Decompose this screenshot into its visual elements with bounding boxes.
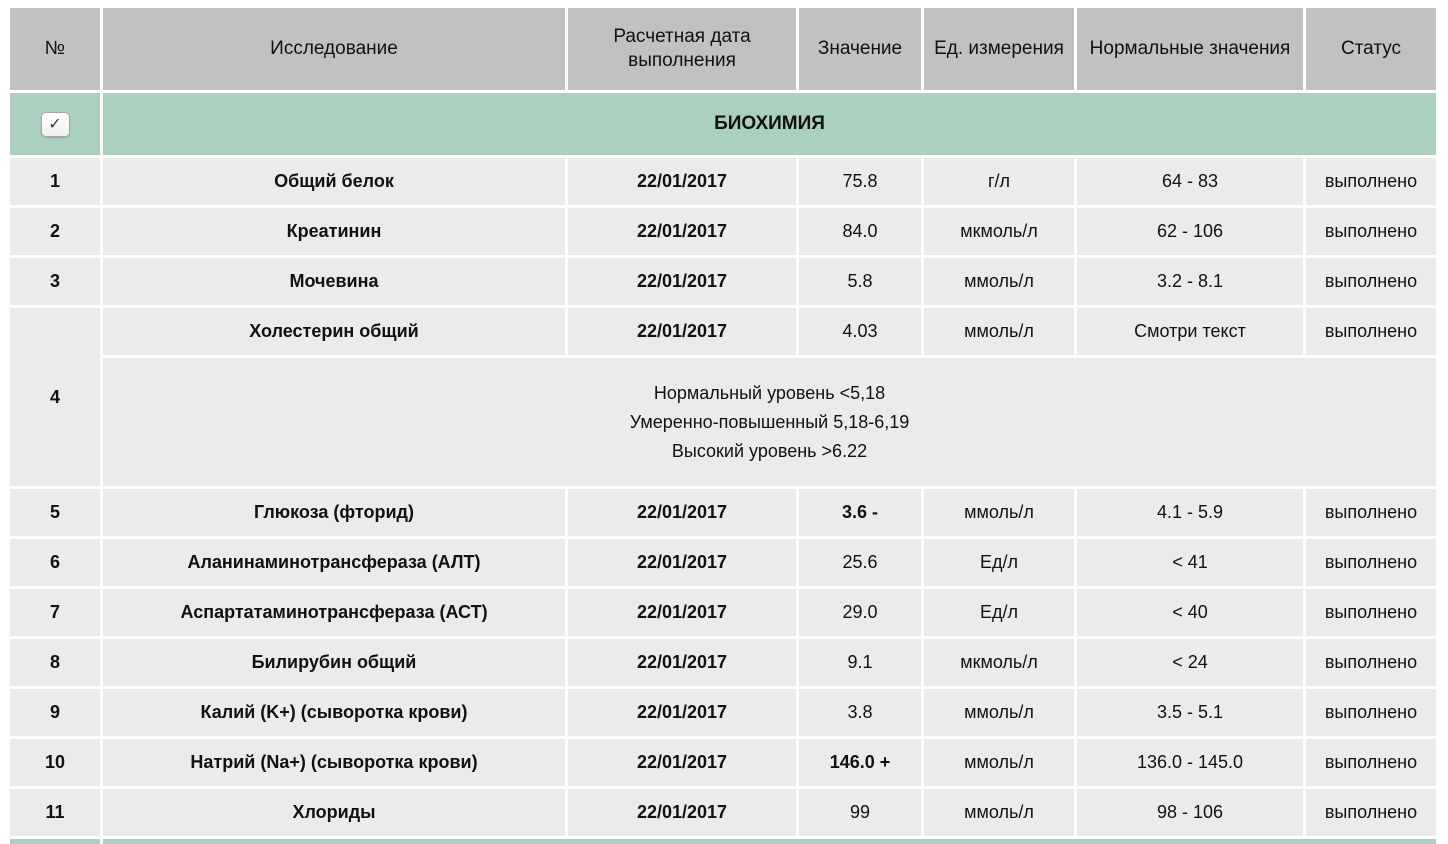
test-value: 4.03: [799, 308, 921, 355]
row-num: 3: [10, 258, 100, 305]
test-date: 22/01/2017: [568, 689, 796, 736]
row-num: 10: [10, 739, 100, 786]
header-test: Исследование: [103, 8, 565, 90]
note-line: Умеренно-повышенный 5,18-6,19: [629, 411, 910, 432]
checkmark-icon: ✓: [48, 116, 62, 133]
test-date: 22/01/2017: [568, 739, 796, 786]
table-row-notes: [10, 358, 1436, 486]
status-badge: выполнено: [1306, 539, 1436, 586]
header-status: Статус: [1306, 8, 1436, 90]
test-value: 84.0: [799, 208, 921, 255]
table-row: [10, 158, 1436, 205]
status-badge: выполнено: [1306, 589, 1436, 636]
row-num: 6: [10, 539, 100, 586]
test-date: 22/01/2017: [568, 539, 796, 586]
test-unit: ммоль/л: [924, 689, 1074, 736]
table-row: [10, 208, 1436, 255]
row-num: 5: [10, 489, 100, 536]
test-name: Хлориды: [103, 789, 565, 836]
header-row: [10, 8, 1436, 90]
row-num: 7: [10, 589, 100, 636]
test-unit: ммоль/л: [924, 489, 1074, 536]
test-normal: 4.1 - 5.9: [1077, 489, 1303, 536]
test-value: 3.8: [799, 689, 921, 736]
header-unit: Ед. измерения: [924, 8, 1074, 90]
table-row: [10, 489, 1436, 536]
table-row: [10, 639, 1436, 686]
test-unit: Ед/л: [924, 539, 1074, 586]
test-normal: 3.2 - 8.1: [1077, 258, 1303, 305]
test-normal: Смотри текст: [1077, 308, 1303, 355]
status-badge: выполнено: [1306, 158, 1436, 205]
test-normal: 98 - 106: [1077, 789, 1303, 836]
test-value: 99: [799, 789, 921, 836]
status-badge: выполнено: [1306, 489, 1436, 536]
test-name: Аланинаминотрансфераза (АЛТ): [103, 539, 565, 586]
status-badge: выполнено: [1306, 208, 1436, 255]
test-name: Общий белок: [103, 158, 565, 205]
header-value: Значение: [799, 8, 921, 90]
section-title: БИОХИМИЯ: [103, 93, 1436, 155]
next-section-title-cell: [103, 839, 1436, 844]
test-date: 22/01/2017: [568, 789, 796, 836]
status-badge: выполнено: [1306, 639, 1436, 686]
table-row: [10, 789, 1436, 836]
next-section-checkbox-cell: [10, 839, 100, 844]
test-normal: < 41: [1077, 539, 1303, 586]
test-value: 29.0: [799, 589, 921, 636]
row-num: 1: [10, 158, 100, 205]
table-row: [10, 739, 1436, 786]
table-row: [10, 258, 1436, 305]
test-value-flagged-low: 3.6 -: [799, 489, 921, 536]
test-normal: < 24: [1077, 639, 1303, 686]
test-normal: < 40: [1077, 589, 1303, 636]
status-badge: выполнено: [1306, 789, 1436, 836]
test-unit: ммоль/л: [924, 789, 1074, 836]
test-name: Аспартатаминотрансфераза (АСТ): [103, 589, 565, 636]
test-unit: мкмоль/л: [924, 208, 1074, 255]
test-unit: мкмоль/л: [924, 639, 1074, 686]
test-name: Билирубин общий: [103, 639, 565, 686]
test-name: Глюкоза (фторид): [103, 489, 565, 536]
test-date: 22/01/2017: [568, 639, 796, 686]
test-normal: 64 - 83: [1077, 158, 1303, 205]
row-num: 4: [10, 308, 100, 486]
next-section-row-clipped: [10, 839, 1436, 844]
test-name: Калий (K+) (сыворотка крови): [103, 689, 565, 736]
test-date: 22/01/2017: [568, 258, 796, 305]
test-date: 22/01/2017: [568, 158, 796, 205]
table-row: [10, 589, 1436, 636]
table-row: [10, 539, 1436, 586]
test-value: 9.1: [799, 639, 921, 686]
header-normal: Нормальные значения: [1077, 8, 1303, 90]
section-checkbox[interactable]: [41, 112, 70, 137]
test-value-flagged-high: 146.0 +: [799, 739, 921, 786]
test-unit: г/л: [924, 158, 1074, 205]
table-row: [10, 689, 1436, 736]
test-value: 25.6: [799, 539, 921, 586]
row-num: 8: [10, 639, 100, 686]
test-date: 22/01/2017: [568, 308, 796, 355]
note-line: Высокий уровень >6.22: [671, 440, 868, 461]
test-name: Креатинин: [103, 208, 565, 255]
lab-results-table: [7, 5, 1439, 844]
section-checkbox-cell: [10, 93, 100, 155]
row-num: 2: [10, 208, 100, 255]
status-badge: выполнено: [1306, 308, 1436, 355]
test-unit: ммоль/л: [924, 258, 1074, 305]
test-value: 5.8: [799, 258, 921, 305]
test-normal: 62 - 106: [1077, 208, 1303, 255]
header-date: Расчетная дата выполнения: [568, 8, 796, 90]
test-date: 22/01/2017: [568, 589, 796, 636]
section-row-biochemistry: [10, 93, 1436, 155]
test-date: 22/01/2017: [568, 489, 796, 536]
test-unit: ммоль/л: [924, 308, 1074, 355]
table-row: [10, 308, 1436, 355]
test-name: Натрий (Na+) (сыворотка крови): [103, 739, 565, 786]
test-value: 75.8: [799, 158, 921, 205]
test-unit: Ед/л: [924, 589, 1074, 636]
note-line: Нормальный уровень <5,18: [653, 382, 886, 403]
header-num: №: [10, 8, 100, 90]
test-name: Холестерин общий: [103, 308, 565, 355]
row-num: 9: [10, 689, 100, 736]
status-badge: выполнено: [1306, 689, 1436, 736]
status-badge: выполнено: [1306, 739, 1436, 786]
status-badge: выполнено: [1306, 258, 1436, 305]
test-name: Мочевина: [103, 258, 565, 305]
test-normal: 3.5 - 5.1: [1077, 689, 1303, 736]
test-normal: 136.0 - 145.0: [1077, 739, 1303, 786]
test-date: 22/01/2017: [568, 208, 796, 255]
test-notes: [103, 358, 1436, 486]
test-unit: ммоль/л: [924, 739, 1074, 786]
row-num: 11: [10, 789, 100, 836]
